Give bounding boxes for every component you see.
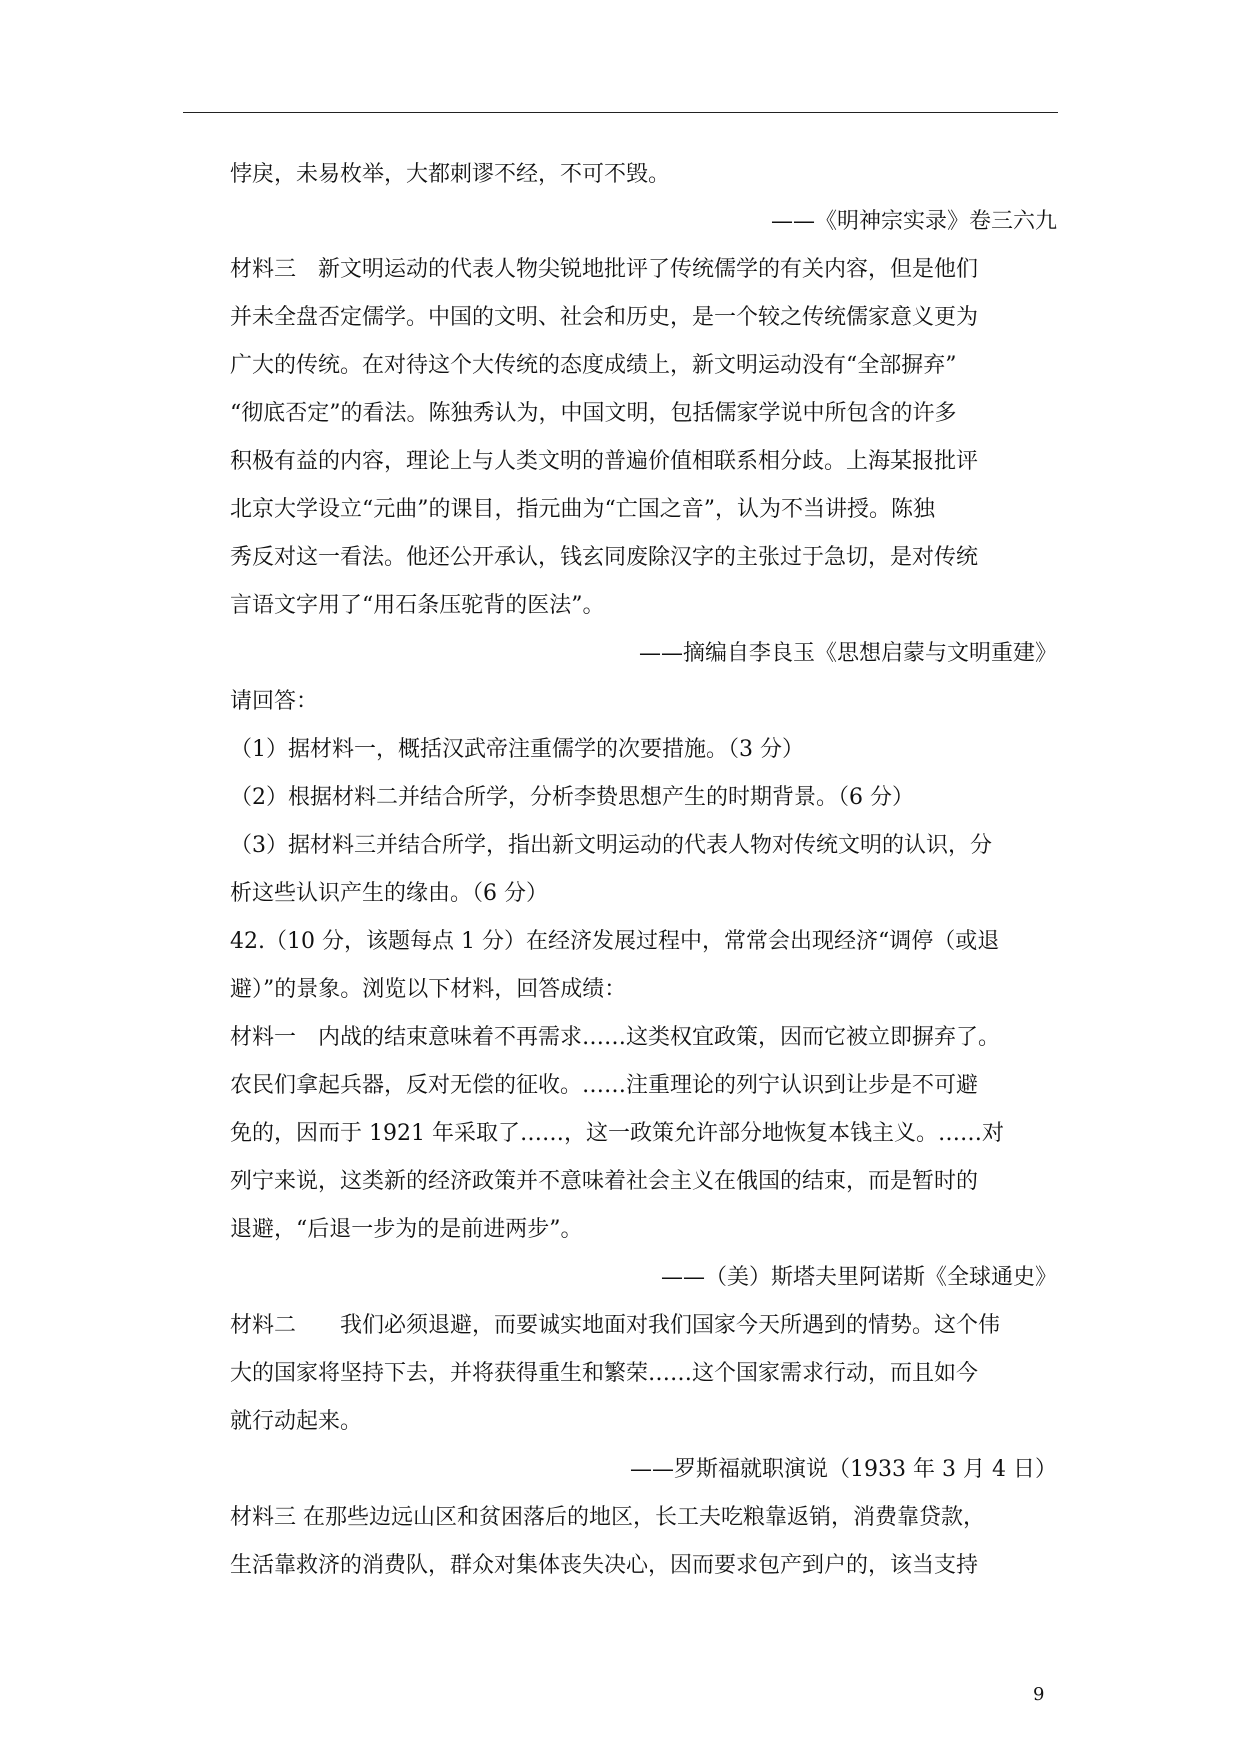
text-line: 北京大学设立“元曲”的课目，指元曲为“亡国之音”，认为不当讲授。陈独 <box>230 497 935 522</box>
text-line: 大的国家将坚持下去，并将获得重生和繁荣……这个国家需求行动，而且如今 <box>230 1361 979 1386</box>
text-line: 材料三 在那些边远山区和贫困落后的地区，长工夫吃粮靠返销，消费靠贷款， <box>230 1505 985 1530</box>
text-line: 材料三 新文明运动的代表人物尖锐地批评了传统儒学的有关内容，但是他们 <box>230 257 979 282</box>
text-line: 免的，因而于 1921 年采取了……，这一政策允许部分地恢复本钱主义。……对 <box>230 1121 1004 1146</box>
question-item: （3）据材料三并结合所学，指出新文明运动的代表人物对传统文明的认识，分 <box>230 833 992 858</box>
page-number: 9 <box>1033 1684 1045 1705</box>
text-line: 农民们拿起兵器，反对无偿的征收。……注重理论的列宁认识到让步是不可避 <box>230 1073 979 1098</box>
source-citation: ——摘编自李良玉《思想启蒙与文明重建》 <box>638 641 1057 666</box>
header-rule <box>183 112 1058 113</box>
text-line: 悖戾，未易枚举，大都刺谬不经，不可不毁。 <box>230 162 671 187</box>
source-citation: ——（美）斯塔夫里阿诺斯《全球通史》 <box>660 1265 1057 1290</box>
question-heading: 42.（10 分，该题每点 1 分）在经济发展过程中，常常会出现经济“调停（或退 <box>230 929 1000 954</box>
text-line: 列宁来说，这类新的经济政策并不意味着社会主义在俄国的结束，而是暂时的 <box>230 1169 979 1194</box>
text-line: 退避，“后退一步为的是前进两步”。 <box>230 1217 583 1242</box>
source-citation: ——《明神宗实录》卷三六九 <box>770 209 1057 234</box>
text-line: “彻底否定”的看法。陈独秀认为，中国文明，包括儒家学说中所包含的许多 <box>230 401 957 426</box>
text-line: 生活靠救济的消费队，群众对集体丧失决心，因而要求包产到户的，该当支持 <box>230 1553 979 1578</box>
text-line: 秀反对这一看法。他还公开承认，钱玄同废除汉字的主张过于急切，是对传统 <box>230 545 979 570</box>
text-line: 材料二 我们必须退避，而要诚实地面对我们国家今天所遇到的情势。这个伟 <box>230 1313 1001 1338</box>
question-prompt: 请回答： <box>230 689 319 714</box>
question-item: 析这些认识产生的缘由。（6 分） <box>230 881 548 906</box>
text-line: 就行动起来。 <box>230 1409 363 1434</box>
text-line: 广大的传统。在对待这个大传统的态度成绩上，新文明运动没有“全部摒弃” <box>230 353 957 378</box>
question-item: （1）据材料一，概括汉武帝注重儒学的次要措施。（3 分） <box>230 737 804 762</box>
text-line: 言语文字用了“用石条压驼背的医法”。 <box>230 593 605 618</box>
text-line: 材料一 内战的结束意味着不再需求……这类权宜政策，因而它被立即摒弃了。 <box>230 1025 1001 1050</box>
source-citation: ——罗斯福就职演说（1933 年 3 月 4 日） <box>630 1457 1057 1482</box>
question-item: （2）根据材料二并结合所学，分析李贽思想产生的时期背景。（6 分） <box>230 785 914 810</box>
text-line: 避）”的景象。浏览以下材料，回答成绩： <box>230 977 627 1002</box>
text-line: 积极有益的内容，理论上与人类文明的普遍价值相联系相分歧。上海某报批评 <box>230 449 979 474</box>
text-line: 并未全盘否定儒学。中国的文明、社会和历史，是一个较之传统儒家意义更为 <box>230 305 979 330</box>
